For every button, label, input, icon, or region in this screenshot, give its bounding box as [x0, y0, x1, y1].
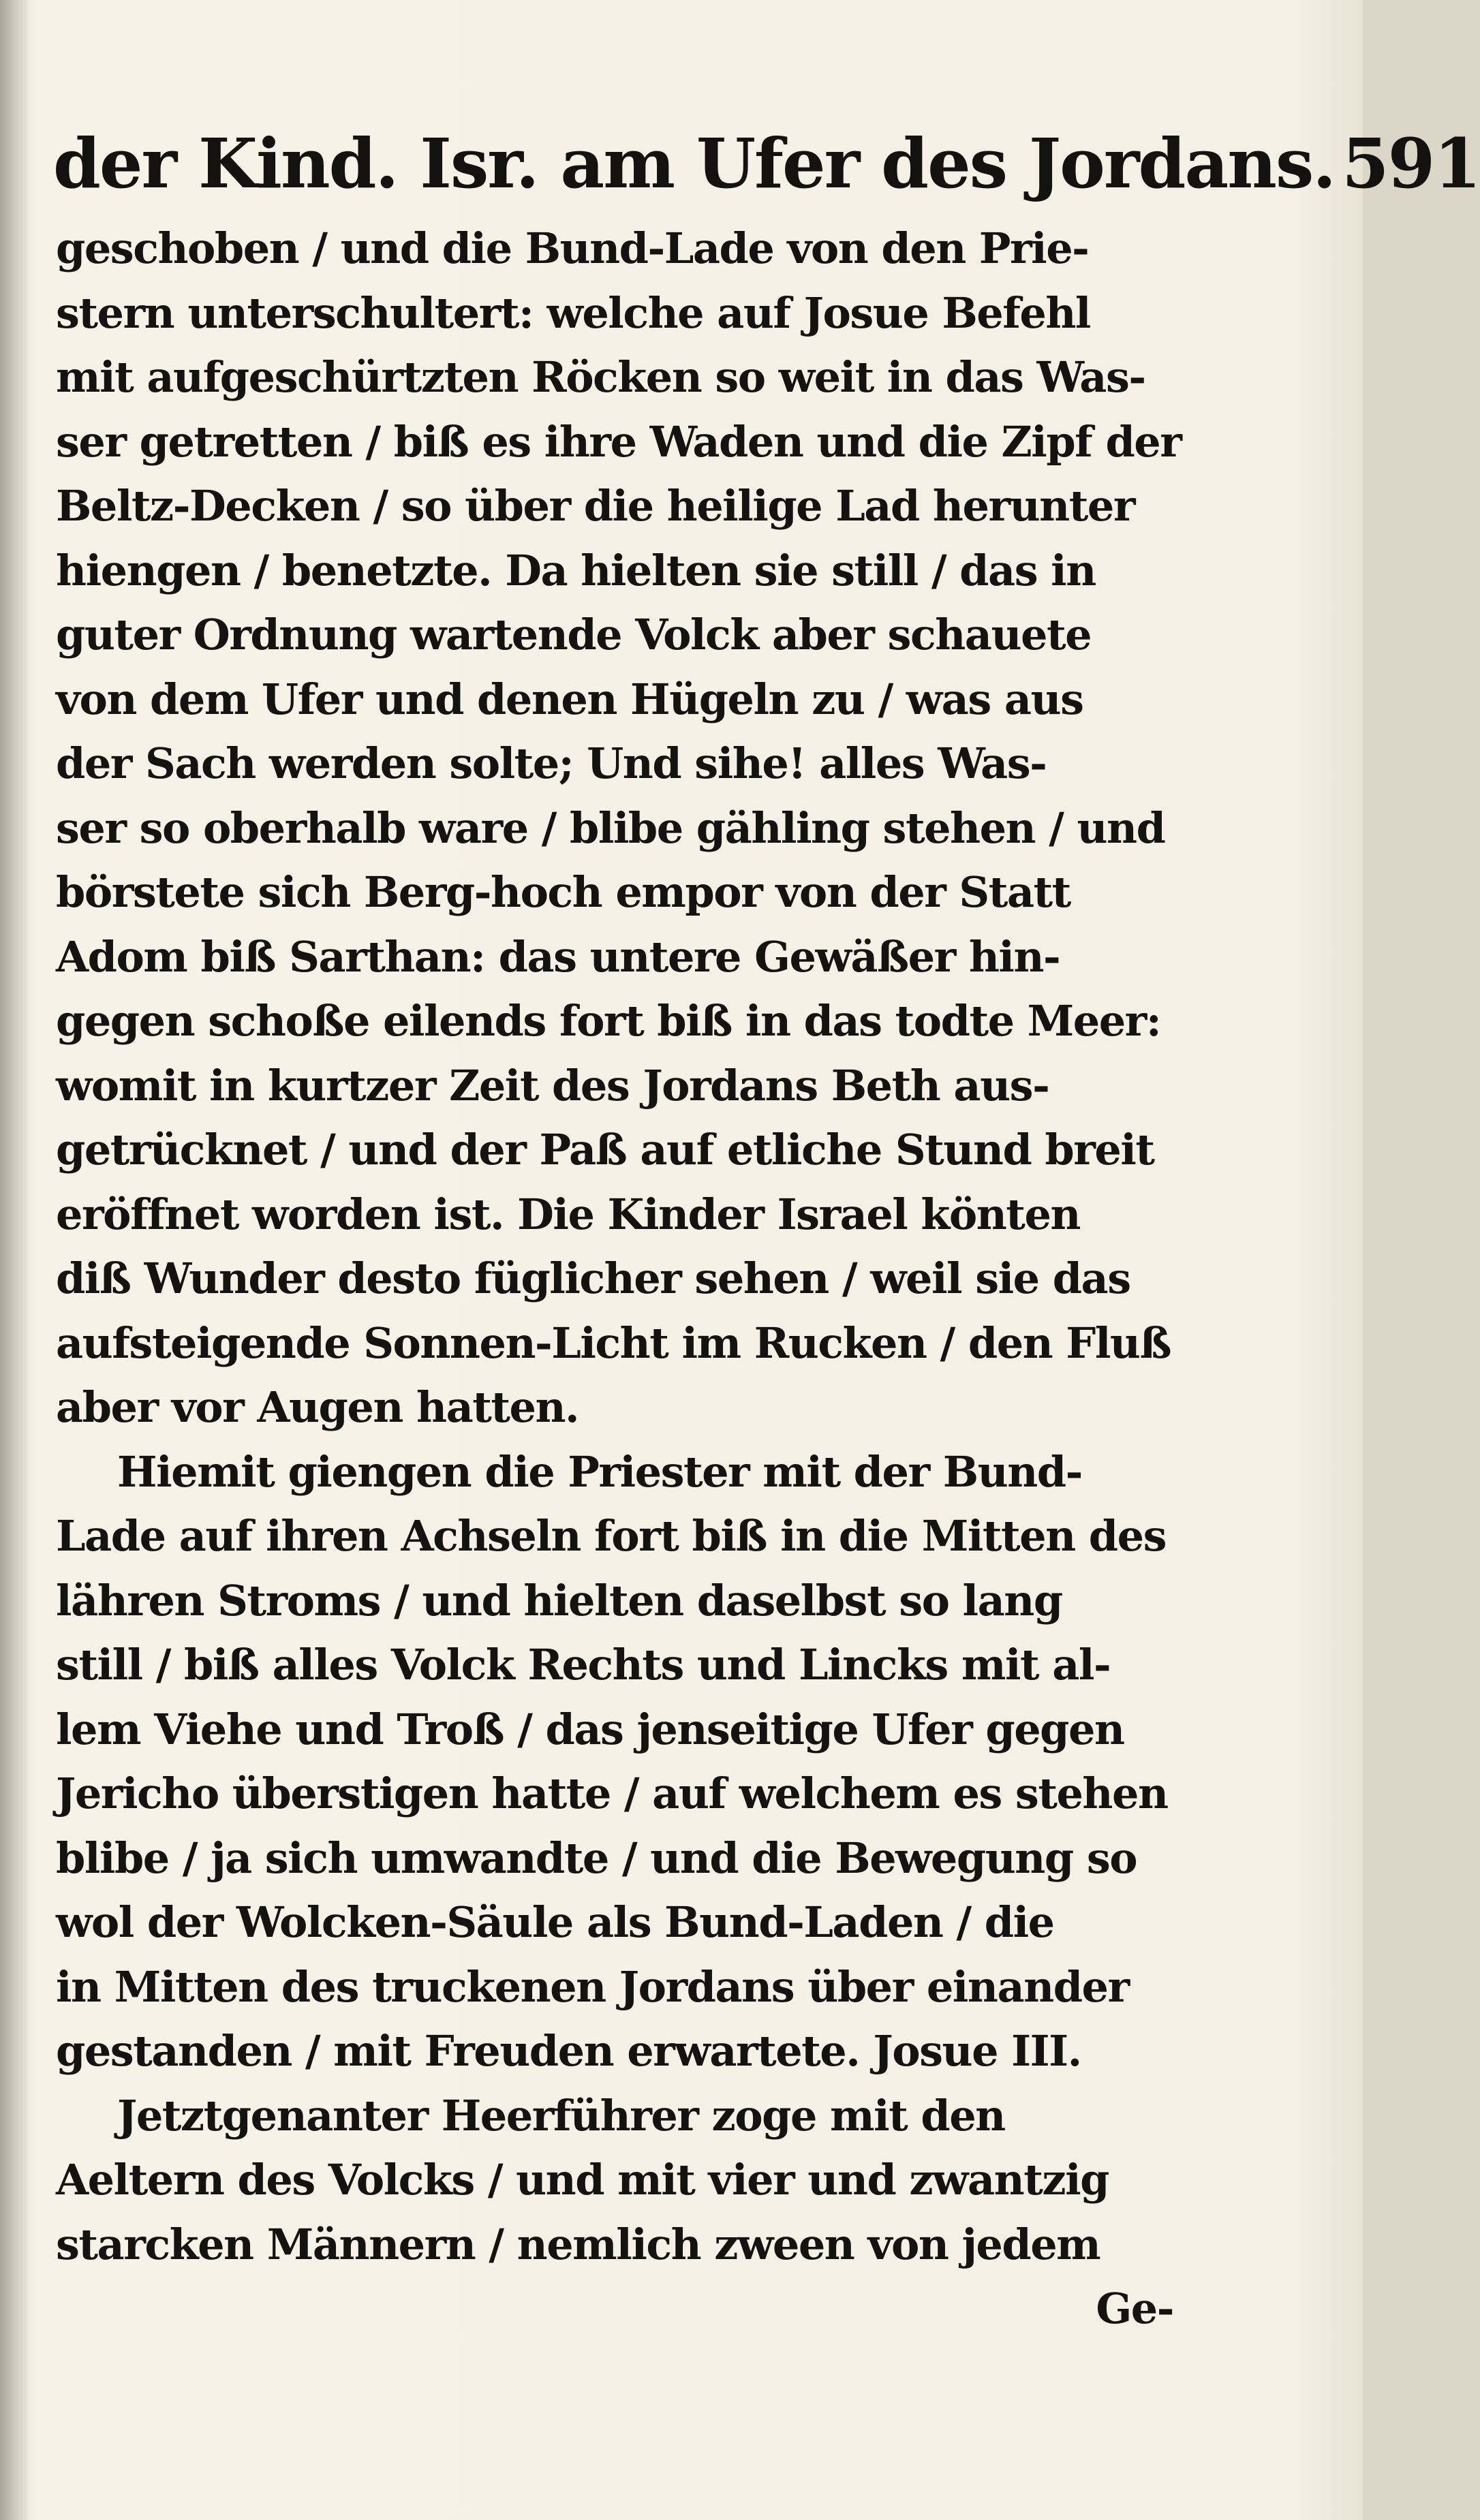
text-line: lähren Stroms / und hielten daselbst so lang — [56, 1575, 1062, 1625]
text-line: gestanden / mit Freuden erwartete. Josue III. — [56, 2026, 1081, 2076]
text-line: diß Wunder desto füglicher sehen / weil sie das — [56, 1254, 1130, 1303]
text-line: Aeltern des Volcks / und mit vier und zwantzig — [56, 2155, 1109, 2205]
text-line: getrücknet / und der Paß auf etliche Stund breit — [56, 1125, 1154, 1175]
text-line: Beltz-Decken / so über die heilige Lad herunter — [56, 481, 1135, 531]
paragraph-first-line: Hiemit giengen die Priester mit der Bund- — [117, 1446, 1082, 1497]
text-line: aufsteigende Sonnen-Licht im Rucken / den Fluß — [56, 1318, 1171, 1368]
text-line: börstete sich Berg-hoch empor von der Statt — [56, 867, 1070, 917]
text-line: lem Viehe und Troß / das jenseitige Ufer gegen — [56, 1704, 1124, 1754]
text-line: Lade auf ihren Achseln fort biß in die Mitten des — [56, 1511, 1166, 1561]
page-gutter-shadow — [0, 0, 31, 2520]
text-line: wol der Wolcken-Säule als Bund-Laden / die — [56, 1897, 1054, 1947]
body-text — [56, 217, 1182, 2342]
text-line: stern unterschultert: welche auf Josue Befehl — [56, 287, 1090, 338]
text-line: aber vor Augen hatten. — [56, 1382, 579, 1432]
page-number: 591 — [1342, 123, 1480, 204]
text-line: hiengen / benetzte. Da hielten sie still / das in — [56, 545, 1096, 595]
text-line: in Mitten des truckenen Jordans über einander — [56, 1961, 1129, 2012]
text-line: gegen schoße eilends fort biß in das todte Meer: — [56, 996, 1161, 1046]
text-line: ser getretten / biß es ihre Waden und die Zipf der — [56, 416, 1182, 467]
text-line: eröffnet worden ist. Die Kinder Israel könten — [56, 1189, 1080, 1239]
paragraph-first-line: Jetztgenanter Heerführer zoge mit den — [117, 2090, 1005, 2141]
text-line: Adom biß Sarthan: das untere Gewäßer hin- — [56, 931, 1060, 982]
text-line: der Sach werden solte; Und sihe! alles Was- — [56, 738, 1047, 788]
catchword: Ge- — [1096, 2284, 1173, 2333]
text-line: blibe / ja sich umwandte / und die Bewegung so — [56, 1833, 1137, 1883]
text-line: mit aufgeschürtzten Röcken so weit in das Was- — [56, 352, 1145, 402]
text-line: still / biß alles Volck Rechts und Lincks mit al- — [56, 1640, 1111, 1690]
text-line: guter Ordnung wartende Volck aber schauete — [56, 610, 1092, 659]
text-line: geschoben / und die Bund-Lade von den Prie- — [56, 223, 1089, 273]
text-line: ser so oberhalb ware / blibe gähling stehen / und — [56, 803, 1165, 853]
text-line: starcken Männern / nemlich zween von jedem — [56, 2219, 1100, 2269]
text-line: Jericho überstigen hatte / auf welchem es stehen — [56, 1769, 1168, 1818]
text-line: womit in kurtzer Zeit des Jordans Beth aus- — [56, 1060, 1049, 1110]
running-title: der Kind. Isr. am Ufer des Jordans. — [53, 123, 1336, 204]
running-header — [53, 116, 1480, 211]
text-line: von dem Ufer und denen Hügeln zu / was aus — [56, 674, 1083, 724]
